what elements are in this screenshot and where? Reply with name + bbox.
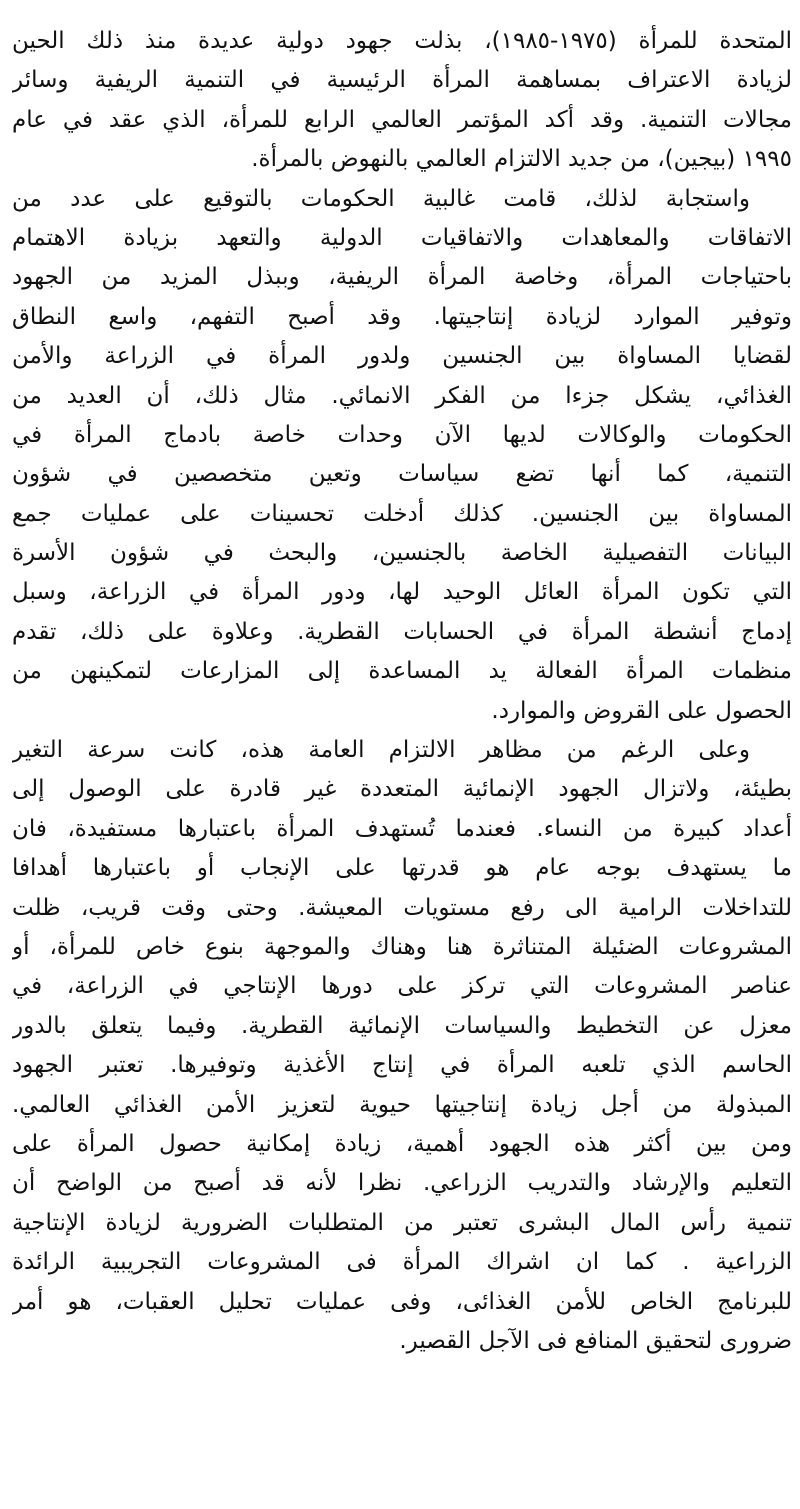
text-line: للتداخلات الرامية الى رفع مستويات المعيشة. وحتى وقت قريب، ظلت	[12, 894, 792, 921]
text-line: بطيئة، ولاتزال الجهود الإنمائية المتعددة غير قادرة على الوصول إلى	[12, 776, 792, 803]
text-line: ما يستهدف بوجه عام هو قدرتها على الإنجاب أو باعتبارها أهدافا	[12, 855, 792, 882]
paragraph	[12, 22, 792, 180]
text-line: المتحدة للمرأة (١٩٧٥-١٩٨٥)، بذلت جهود دولية عديدة منذ ذلك الحين	[12, 28, 792, 54]
paragraph	[12, 731, 792, 1361]
text-line: لقضايا المساواة بين الجنسين ولدور المرأة في الزراعة والأمن	[12, 343, 792, 370]
text-line: الحكومات والوكالات لديها الآن وحدات خاصة بادماج المرأة في	[12, 421, 792, 448]
paragraph	[12, 180, 792, 731]
text-line: الحصول على القروض والموارد.	[491, 697, 792, 724]
text-line: المبذولة من أجل زيادة إنتاجيتها حيوية لتعزيز الأمن الغذائي العالمي.	[12, 1091, 792, 1118]
text-line: باحتياجات المرأة، وخاصة المرأة الريفية، وببذل المزيد من الجهود	[12, 264, 792, 291]
body-text	[12, 22, 792, 1361]
text-line: معزل عن التخطيط والسياسات الإنمائية القطرية. وفيما يتعلق بالدور	[12, 1012, 792, 1039]
text-line: الزراعية . كما ان اشراك المرأة فى المشروعات التجريبية الرائدة	[12, 1249, 792, 1276]
text-line: الحاسم الذي تلعبه المرأة في إنتاج الأغذية وتوفيرها. تعتبر الجهود	[12, 1052, 792, 1079]
text-line: وعلى الرغم من مظاهر الالتزام العامة هذه، كانت سرعة التغير	[12, 737, 750, 764]
text-line: ١٩٩٥ (بيجين)، من جديد الالتزام العالمي بالنهوض بالمرأة.	[251, 146, 792, 173]
text-line: أعداد كبيرة من النساء. فعندما تُستهدف المرأة باعتبارها مستفيدة، فان	[12, 815, 792, 842]
text-line: التنمية، كما أنها تضع سياسات وتعين متخصصين في شؤون	[12, 461, 792, 488]
text-line: التي تكون المرأة العائل الوحيد لها، ودور المرأة في الزراعة، وسبل	[12, 579, 792, 606]
text-line: البيانات التفصيلية الخاصة بالجنسين، والبحث في شؤون الأسرة	[12, 540, 792, 567]
text-line: وتوفير الموارد لزيادة إنتاجيتها. وقد أصبح التفهم، واسع النطاق	[12, 303, 792, 330]
text-line: عناصر المشروعات التي تركز على دورها الإنتاجي في الزراعة، في	[12, 973, 792, 1000]
text-line: مجالات التنمية. وقد أكد المؤتمر العالمي الرابع للمرأة، الذي عقد في عام	[12, 106, 792, 133]
text-line: واستجابة لذلك، قامت غالبية الحكومات بالتوقيع على عدد من	[12, 185, 750, 212]
text-line: التعليم والإرشاد والتدريب الزراعي. نظرا لأنه قد أصبح من الواضح أن	[12, 1170, 792, 1197]
text-line: المشروعات الضئيلة المتناثرة هنا وهناك والموجهة بنوع خاص للمرأة، أو	[12, 933, 792, 960]
text-line: إدماج أنشطة المرأة في الحسابات القطرية. وعلاوة على ذلك، تقدم	[12, 618, 792, 645]
text-line: ضرورى لتحقيق المنافع فى الآجل القصير.	[399, 1327, 792, 1354]
text-line: المساواة بين الجنسين. كذلك أدخلت تحسينات على عمليات جمع	[12, 500, 792, 527]
text-line: الاتفاقات والمعاهدات والاتفاقيات الدولية والتعهد بزيادة الاهتمام	[12, 224, 792, 251]
text-line: منظمات المرأة الفعالة يد المساعدة إلى المزارعات لتمكينهن من	[12, 658, 792, 685]
text-line: الغذائي، يشكل جزءا من الفكر الانمائي. مثال ذلك، أن العديد من	[12, 382, 792, 409]
text-line: للبرنامج الخاص للأمن الغذائى، وفى عمليات تحليل العقبات، هو أمر	[12, 1288, 792, 1315]
text-line: تنمية رأس المال البشرى تعتبر من المتطلبات الضرورية لزيادة الإنتاجية	[12, 1209, 792, 1236]
text-line: ومن بين أكثر هذه الجهود أهمية، زيادة إمكانية حصول المرأة على	[12, 1130, 792, 1157]
text-line: لزيادة الاعتراف بمساهمة المرأة الرئيسية في التنمية الريفية وسائر	[12, 67, 792, 94]
